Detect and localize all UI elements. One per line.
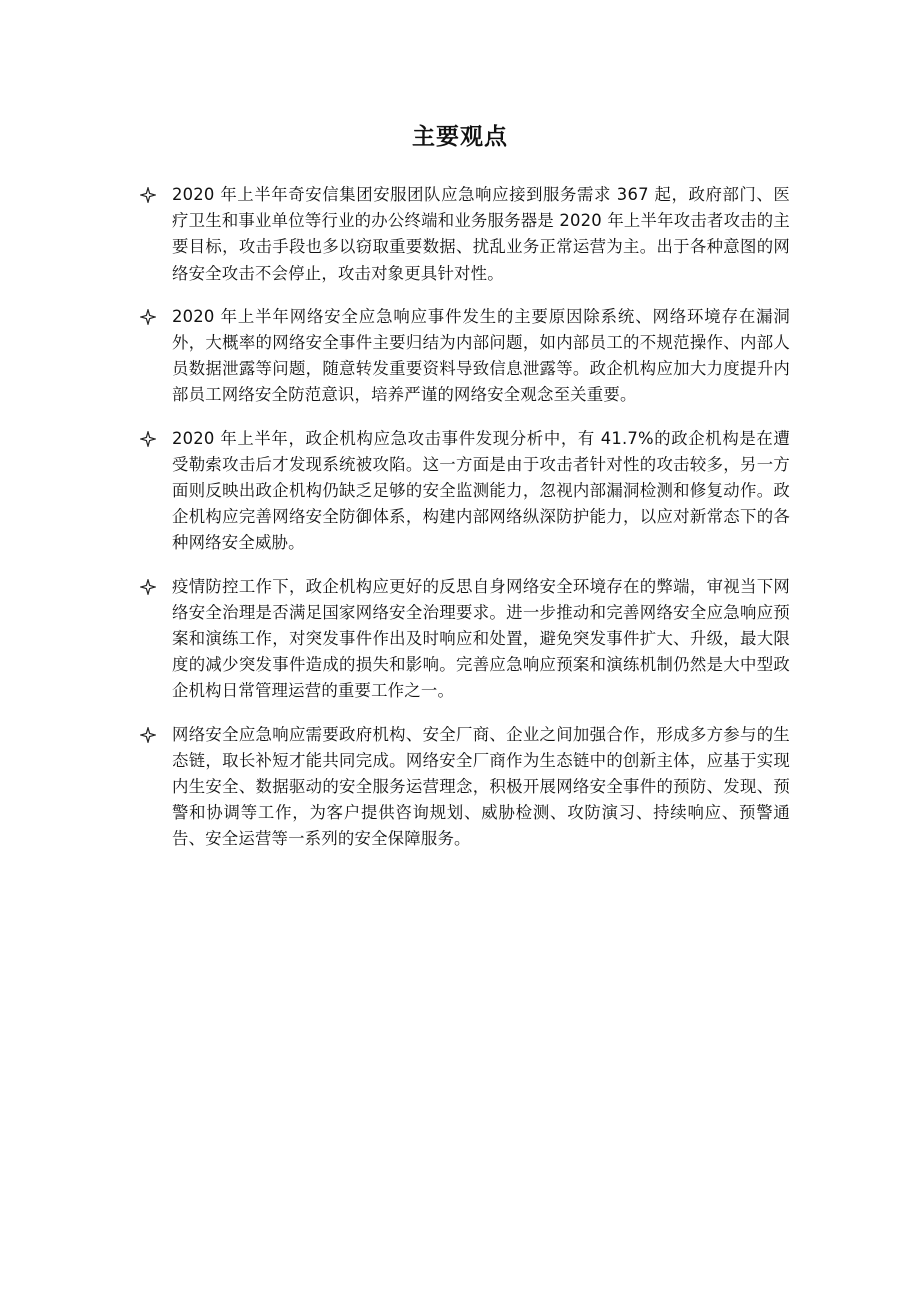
key-points-list bbox=[140, 182, 790, 870]
four-pointed-star-icon bbox=[140, 579, 156, 595]
list-item bbox=[140, 722, 790, 853]
point-text: 2020 年上半年奇安信集团安服团队应急响应接到服务需求 367 起，政府部门、医疗卫生和事业单位等行业的办公终端和业务服务器是 2020 年上半年攻击者攻击的主要目标，攻击手段也多以窃取重要数据、扰乱业务正常运营为主。出于各种意图的网络安全攻击不会停止，攻击对象更具针对性。 bbox=[172, 185, 790, 283]
four-pointed-star-icon bbox=[140, 727, 156, 743]
four-pointed-star-icon bbox=[140, 309, 156, 325]
page-title: 主要观点 bbox=[412, 124, 508, 150]
list-item bbox=[140, 574, 790, 705]
list-item bbox=[140, 304, 790, 409]
point-text: 2020 年上半年，政企机构应急攻击事件发现分析中，有 41.7%的政企机构是在遭受勒索攻击后才发现系统被攻陷。这一方面是由于攻击者针对性的攻击较多，另一方面则反映出政企机构仍缺乏足够的安全监测能力，忽视内部漏洞检测和修复动作。政企机构应完善网络安全防御体系，构建内部网络纵深防护能力，以应对新常态下的各种网络安全威胁。 bbox=[172, 428, 790, 553]
list-item bbox=[140, 182, 790, 287]
point-text: 疫情防控工作下，政企机构应更好的反思自身网络安全环境存在的弊端，审视当下网络安全治理是否满足国家网络安全治理要求。进一步推动和完善网络安全应急响应预案和演练工作，对突发事件作出及时响应和处置，避免突发事件扩大、升级，最大限度的减少突发事件造成的损失和影响。完善应急响应预案和演练机制仍然是大中型政企机构日常管理运营的重要工作之一。 bbox=[172, 576, 790, 701]
point-text: 网络安全应急响应需要政府机构、安全厂商、企业之间加强合作，形成多方参与的生态链，取长补短才能共同完成。网络安全厂商作为生态链中的创新主体，应基于实现内生安全、数据驱动的安全服务运营理念，积极开展网络安全事件的预防、发现、预警和协调等工作，为客户提供咨询规划、威胁检测、攻防演习、持续响应、预警通告、安全运营等一系列的安全保障服务。 bbox=[172, 724, 790, 849]
list-item bbox=[140, 426, 790, 557]
four-pointed-star-icon bbox=[140, 431, 156, 447]
four-pointed-star-icon bbox=[140, 187, 156, 203]
point-text: 2020 年上半年网络安全应急响应事件发生的主要原因除系统、网络环境存在漏洞外，大概率的网络安全事件主要归结为内部问题，如内部员工的不规范操作、内部人员数据泄露等问题，随意转发重要资料导致信息泄露等。政企机构应加大力度提升内部员工网络安全防范意识，培养严谨的网络安全观念至关重要。 bbox=[172, 306, 790, 405]
